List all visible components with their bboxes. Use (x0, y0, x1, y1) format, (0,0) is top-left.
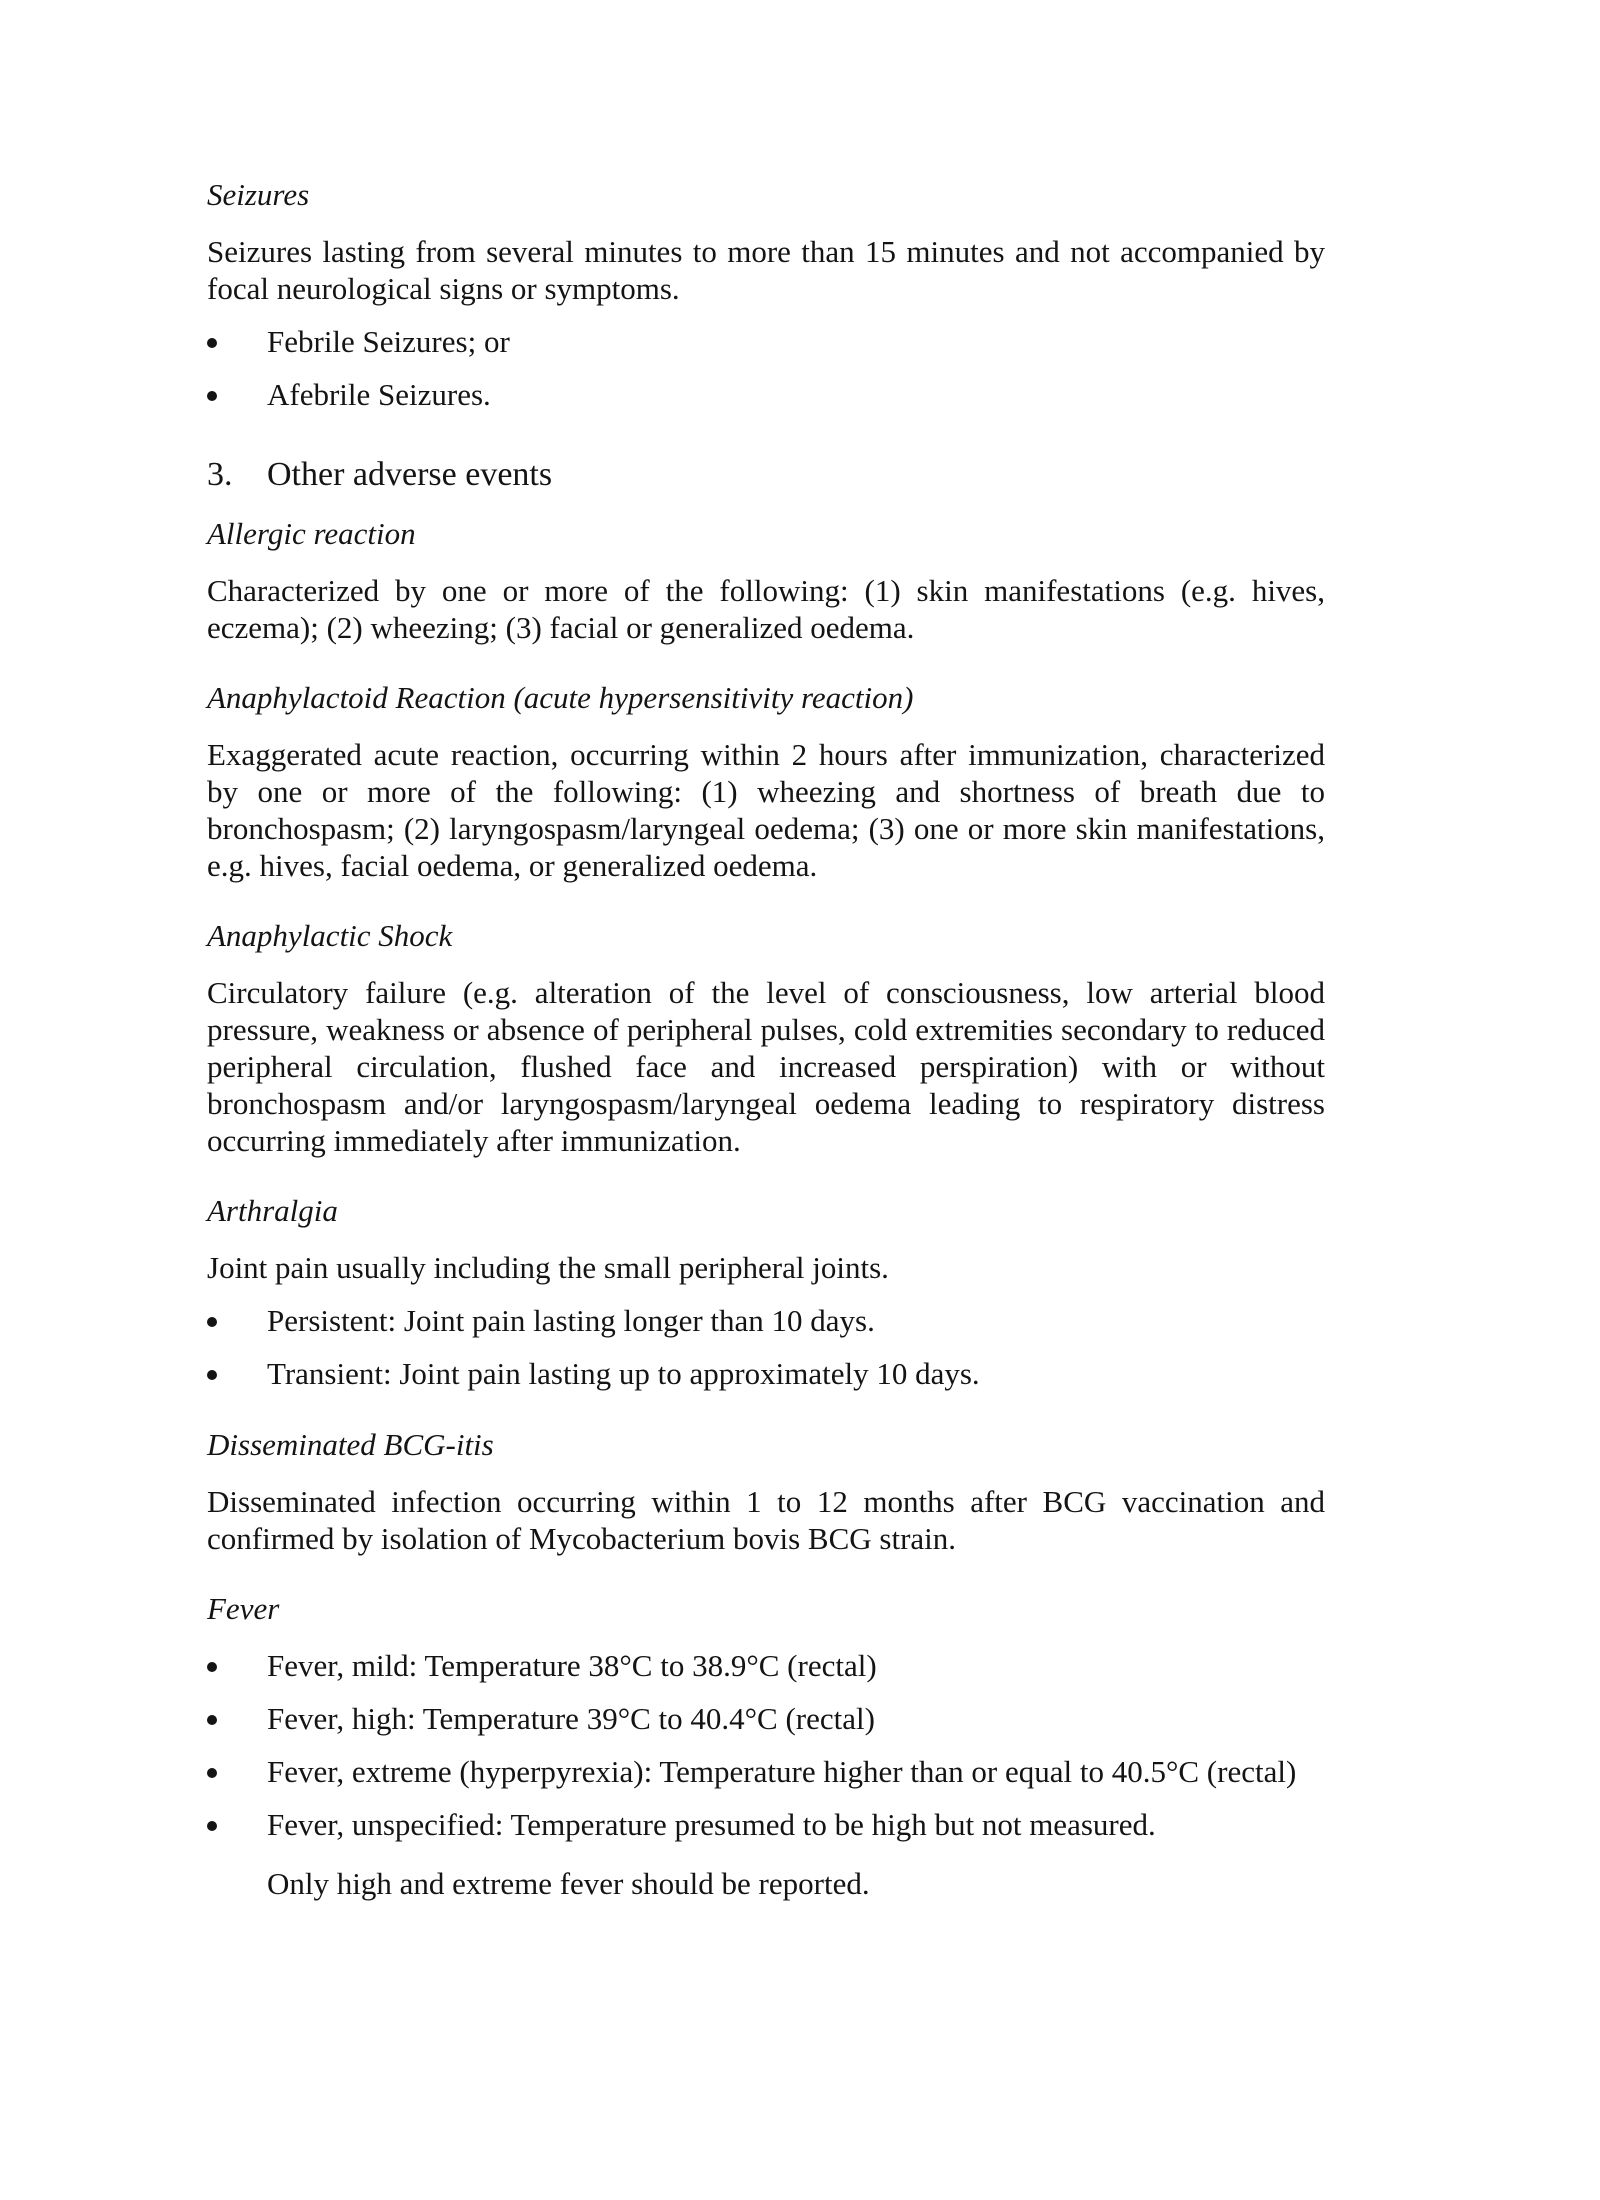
list-item: Febrile Seizures; or (207, 323, 1325, 360)
list-item: Fever, extreme (hyperpyrexia): Temperature higher than or equal to 40.5°C (rectal) (207, 1753, 1325, 1790)
list-item: Afebrile Seizures. (207, 376, 1325, 413)
anaphylactoid-heading: Anaphylactoid Reaction (acute hypersensitivity reaction) (207, 680, 914, 715)
section-number: 3. (207, 456, 233, 493)
section-title: Other adverse events (267, 456, 553, 493)
anaphylactic-heading: Anaphylactic Shock (207, 918, 453, 953)
bullet-icon (207, 338, 217, 348)
bcg-heading: Disseminated BCG-itis (207, 1427, 494, 1462)
bullet-icon (207, 1715, 217, 1725)
list-item: Persistent: Joint pain lasting longer than 10 days. (207, 1302, 1325, 1339)
allergic-heading: Allergic reaction (207, 516, 416, 551)
bullet-icon (207, 1662, 217, 1672)
arthralgia-text: Joint pain usually including the small peripheral joints. (207, 1250, 889, 1285)
bullet-icon (207, 1317, 217, 1327)
section-heading (207, 455, 1325, 495)
arthralgia-list (207, 1302, 1325, 1392)
bullet-icon (207, 1821, 217, 1831)
fever-note: Only high and extreme fever should be reported. (267, 1866, 870, 1901)
seizures-list (207, 323, 1325, 413)
list-item: Fever, high: Temperature 39°C to 40.4°C (rectal) (207, 1700, 1325, 1737)
anaphylactic-text: Circulatory failure (e.g. alteration of the level of consciousness, low arterial blood pressure, weakness or absence of peripheral pulses, cold extremities secondary to reduced peripheral circulation, flushed face and increased perspiration) with or without bronchospasm and/or laryngospasm/laryngeal oedema leading to respiratory distress occurring immediately after immunization. (207, 975, 1325, 1158)
bcg-text: Disseminated infection occurring within 1 to 12 months after BCG vaccination and confirmed by isolation of Mycobacterium bovis BCG strain. (207, 1484, 1325, 1556)
anaphylactoid-text: Exaggerated acute reaction, occurring within 2 hours after immunization, characterized by one or more of the following: (1) wheezing and shortness of breath due to bronchospasm; (2) laryngospasm/laryngeal oedema; (3) one or more skin manifestations, e.g. hives, facial oedema, or generalized oedema. (207, 737, 1325, 883)
list-item: Fever, unspecified: Temperature presumed to be high but not measured. (207, 1806, 1325, 1843)
list-item: Fever, mild: Temperature 38°C to 38.9°C (rectal) (207, 1647, 1325, 1684)
bullet-icon (207, 391, 217, 401)
fever-list (207, 1647, 1325, 1843)
fever-heading: Fever (207, 1591, 280, 1626)
seizures-heading: Seizures (207, 177, 310, 212)
page-content (207, 176, 1325, 1902)
bullet-icon (207, 1370, 217, 1380)
bullet-icon (207, 1768, 217, 1778)
allergic-text: Characterized by one or more of the following: (1) skin manifestations (e.g. hives, eczema); (2) wheezing; (3) facial or generalized oedema. (207, 573, 1325, 645)
list-item: Transient: Joint pain lasting up to approximately 10 days. (207, 1355, 1325, 1392)
seizures-text: Seizures lasting from several minutes to more than 15 minutes and not accompanied by focal neurological signs or symptoms. (207, 234, 1325, 306)
arthralgia-heading: Arthralgia (207, 1193, 338, 1228)
